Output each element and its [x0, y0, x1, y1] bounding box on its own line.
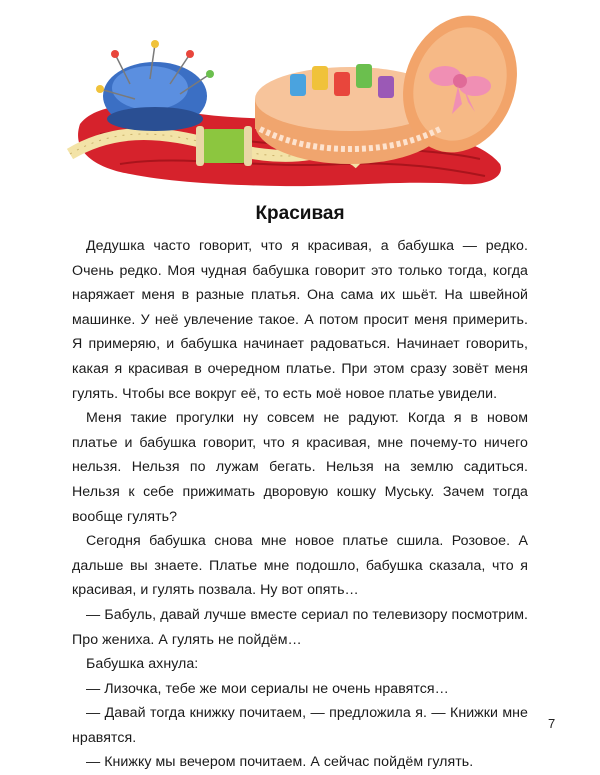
page-number: 7: [548, 716, 556, 731]
paragraph: Меня такие прогулки ну совсем не радуют. Когда я в новом платье и бабушка говорит, что я красивая, мне почему-то ничего нельзя. Нельзя по лужам бегать. Нельзя на землю садиться. Нельзя к себе прижимать дворовую кошку Муську. Зачем тогда вообще гулять?: [72, 410, 528, 525]
dialogue-line: — Давай тогда книжку почитаем, — предложила я. — Книжки мне нравятся.: [72, 705, 528, 746]
dialogue-line: — Лизочка, тебе же мои сериалы не очень нравятся…: [86, 680, 449, 697]
paragraph: Сегодня бабушка снова мне новое платье сшила. Розовое. А дальше вы знаете. Платье мне подошло, бабушка сказала, что я красивая, и гулять позвала. Ну вот опять…: [72, 533, 528, 599]
paragraph: Бабушка ахнула:: [86, 656, 199, 673]
sewing-illustration: [60, 4, 530, 194]
dialogue-line: — Книжку мы вечером почитаем. А сейчас пойдём гулять.: [86, 754, 474, 771]
story-text: [72, 234, 528, 775]
green-spool: [200, 129, 248, 163]
story-title: Красивая: [255, 203, 345, 224]
paragraph: Дедушка часто говорит, что я красивая, а бабушка — редко. Очень редко. Моя чудная бабушка говорит это только тогда, когда наряжает меня в разные платья. Она сама их шьёт. На швейной машинке. У неё увлечение такое. А потом просит меня примерить. Я примеряю, и бабушка начинает радоваться. Начинает говорить, какая я красивая в очередном платье. При этом сразу зовёт меня гулять. Чтобы все вокруг её, то есть моё новое платье увидели.: [72, 238, 528, 402]
dialogue-line: — Бабуль, давай лучше вместе сериал по телевизору посмотрим. Про жениха. А гулять не пойдём…: [72, 606, 528, 648]
